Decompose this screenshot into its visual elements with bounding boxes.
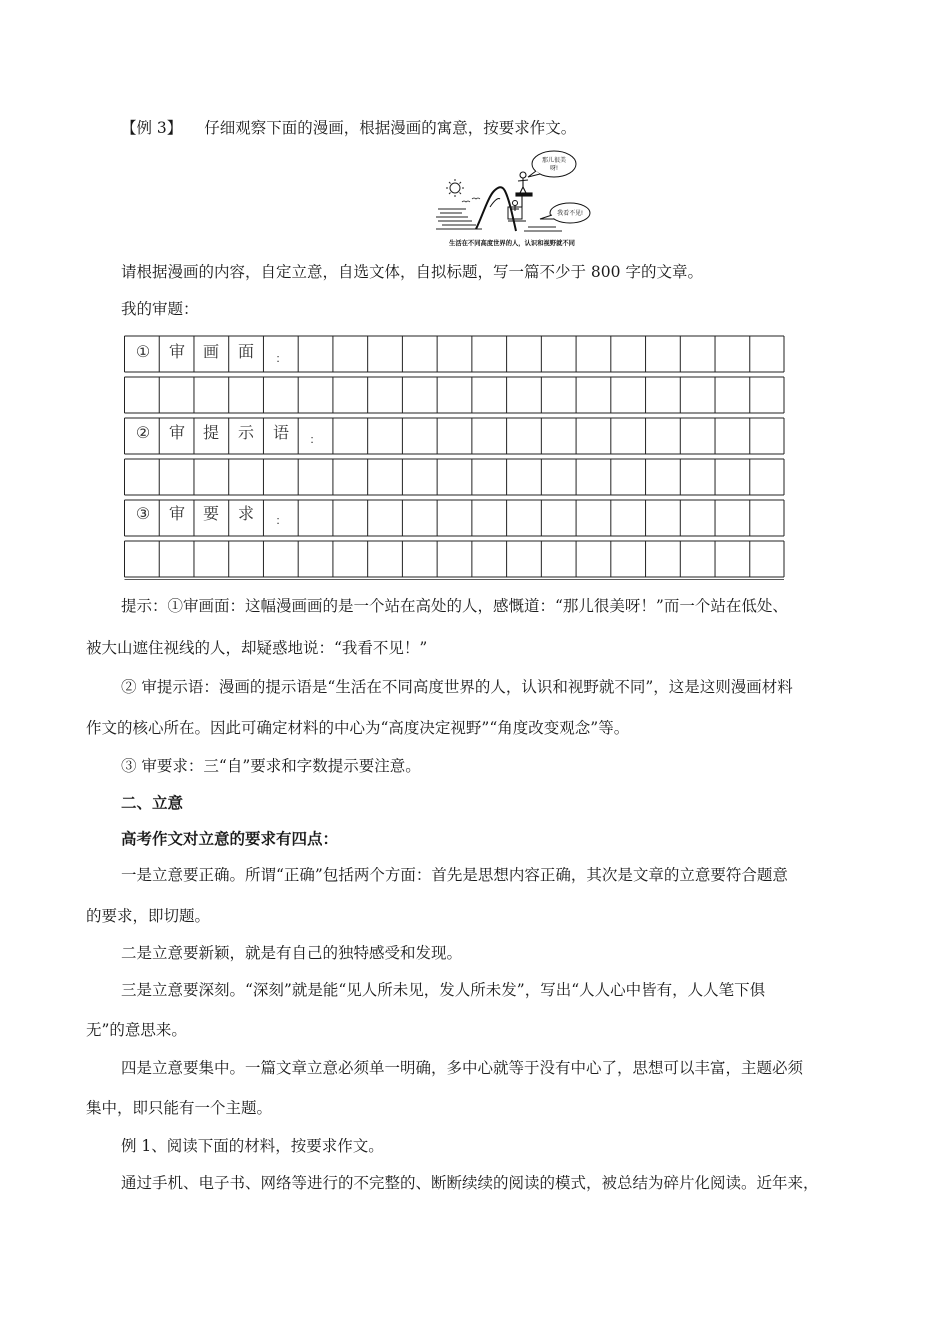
grid-lines [124, 335, 785, 580]
grid-row1-char: 画 [202, 342, 219, 361]
comic-drawing [432, 147, 592, 249]
grid-row1-char: ： [275, 352, 287, 365]
hint-3-line: ③ 审要求：三“自”要求和字数提示要注意。 [121, 757, 421, 775]
grid-row2-char: ② [135, 423, 151, 442]
example-3-label: 【例 3】 [121, 119, 183, 137]
speech-bubble-bottom [540, 203, 590, 223]
example-1-heading: 例 1、阅读下面的材料，按要求作文。 [121, 1137, 384, 1155]
comic-caption: 生活在不同高度世界的人，认识和视野就不同 [449, 240, 575, 247]
comic-illustration [432, 147, 592, 249]
example-1-text: 通过手机、电子书、网络等进行的不完整的、断断续续的阅读的模式，被总结为碎片化阅读。近年来， [121, 1174, 819, 1192]
speech-bubble-top [528, 151, 576, 177]
grid-row3-char: 求 [237, 504, 254, 523]
point-2-line: 二是立意要新颖，就是有自己的独特感受和发现。 [121, 944, 463, 962]
hint-2-line-a: ② 审提示语：漫画的提示语是“生活在不同高度世界的人，认识和视野就不同”，这是这则漫画材料 [121, 678, 793, 696]
grid-row3-char: ③ [135, 504, 151, 523]
ground-hatching [436, 209, 562, 231]
my-analysis-label: 我的审题： [121, 300, 199, 318]
point-1-line-a: 一是立意要正确。所谓“正确”包括两个方面：首先是思想内容正确，其次是文章的立意要符合题意 [121, 866, 788, 884]
section-2-subheading: 高考作文对立意的要求有四点： [121, 829, 339, 848]
birds-icon [462, 198, 480, 202]
hint-2-line-b: 作文的核心所在。因此可确定材料的中心为“高度决定视野”“角度改变观念”等。 [86, 719, 630, 737]
grid-row1-char: 面 [237, 342, 254, 361]
mountain-shape [476, 187, 516, 231]
grid-row2-char: ： [309, 433, 321, 446]
grid-row2-char: 语 [272, 423, 289, 442]
high-person-figure [516, 172, 532, 207]
section-2-heading: 二、立意 [121, 793, 184, 812]
grid-row1-char: 审 [168, 342, 185, 361]
point-3-line-a: 三是立意要深刻。“深刻”就是能“见人所未见，发人所未发”，写出“人人心中皆有，人人笔下俱 [121, 981, 766, 999]
point-3-line-b: 无”的意思来。 [86, 1021, 187, 1039]
grid-row3-char: ： [275, 514, 287, 527]
writing-grid [124, 335, 785, 580]
grid-row2-char: 提 [202, 423, 219, 442]
grid-row2-char: 示 [237, 423, 254, 442]
hint-1-line-b: 被大山遮住视线的人，却疑惑地说：“我看不见！” [86, 639, 428, 657]
example-3-line [121, 118, 576, 138]
grid-row3-char: 要 [202, 504, 219, 523]
hint-1-line-a: 提示：①审画面：这幅漫画画的是一个站在高处的人，感慨道：“那儿很美呀！”而一个站在低处、 [121, 597, 788, 615]
point-4-line-b: 集中，即只能有一个主题。 [86, 1099, 273, 1117]
grid-row3-char: 审 [168, 504, 185, 523]
point-1-line-b: 的要求，即切题。 [86, 907, 211, 925]
example-3-text: 仔细观察下面的漫画，根据漫画的寓意，按要求作文。 [204, 119, 577, 137]
grid-row1-char: ① [135, 342, 151, 361]
sun-icon [446, 179, 464, 197]
bubble-top-line2: 呀! [550, 166, 558, 172]
task-line: 请根据漫画的内容，自定立意，自选文体，自拟标题，写一篇不少于 800 字的文章。 [121, 263, 703, 281]
bubble-bottom-text: 我看不见! [557, 211, 583, 217]
bubble-top-line1: 那儿很美 [541, 158, 567, 164]
point-4-line-a: 四是立意要集中。一篇文章立意必须单一明确，多中心就等于没有中心了，思想可以丰富，主题必须 [121, 1059, 804, 1077]
grid-row2-char: 审 [168, 423, 185, 442]
